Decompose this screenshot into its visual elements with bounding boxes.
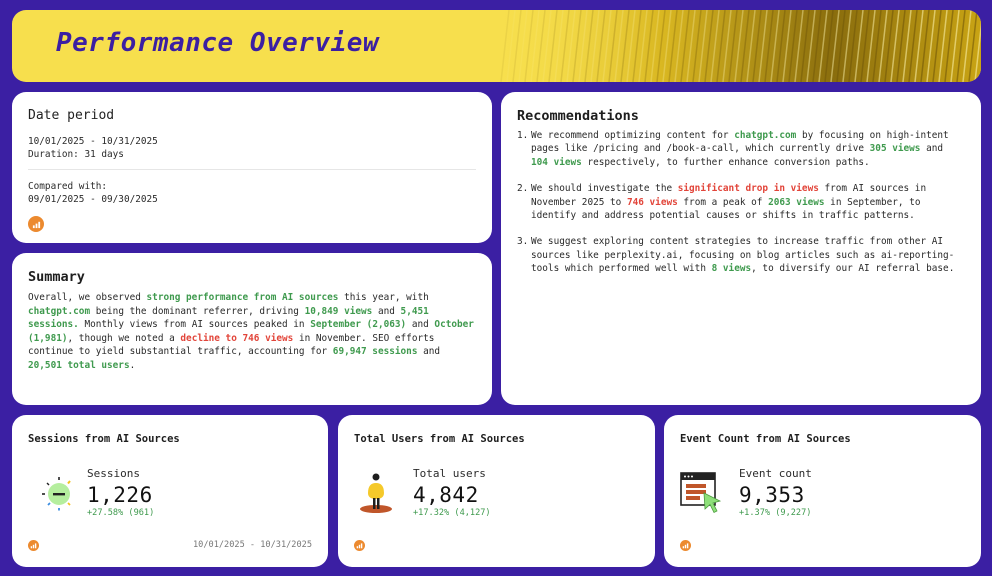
text: by focusing on high-intent pages like /pricing and /book-a-call, which currently drive [531,130,949,155]
item-number: 3. [517,236,529,248]
highlight: September (2,063) [310,319,407,330]
metric-date-range: 10/01/2025 - 10/31/2025 [193,540,312,550]
text: from AI sources in November 2025 to [531,183,927,208]
summary-text [28,291,476,372]
highlight: chatgpt.com [28,305,91,317]
text: We recommend optimizing content for [531,130,735,141]
compared-label: Compared with: [28,181,108,192]
date-period-title: Date period [28,108,115,123]
highlight: 10,849 views [304,305,373,317]
highlight: 2063 views [768,196,825,208]
text: and [417,346,441,357]
text: from a peak of [677,196,769,208]
recommendation-item [517,129,965,169]
sessions-card [12,415,328,567]
summary-card [12,253,492,405]
text: We should investigate the [531,183,678,195]
highlight: 104 views [531,156,582,168]
users-card [338,415,655,567]
highlight: October (1,981) [28,319,474,344]
text: , though we noted a [67,332,181,344]
text: being the dominant referrer, driving [90,305,305,317]
metric-change: +17.32% (4,127) [413,508,491,518]
metric-value: 1,226 [87,483,153,507]
events-title: Event Count from AI Sources [680,433,851,445]
highlight-negative: significant drop in views [677,183,819,195]
text: . [129,359,136,371]
highlight: 5,451 sessions. [28,305,429,330]
events-metric [739,467,812,518]
page-title: Performance Overview [56,28,380,58]
recommendations-title: Recommendations [517,108,639,124]
item-number: 2. [517,183,529,195]
users-title: Total Users from AI Sources [354,433,525,445]
recommendations-card [501,92,981,405]
text: in September, to identify and address potential causes or shifts in traffic patterns. [531,196,921,222]
item-number: 1. [517,130,529,141]
banner-decoration [491,10,981,82]
item-text [531,182,965,222]
item-text [531,129,965,169]
highlight-negative: decline to 746 views [180,332,294,344]
text: and [920,143,944,155]
recommendation-item [517,235,965,275]
person-icon [358,471,394,515]
highlight: strong performance from AI sources [146,292,339,303]
date-duration: Duration: 31 days [28,149,124,160]
metric-label: Total users [413,467,486,480]
text: in November. SEO efforts continue to yield substantial traffic, accounting for [28,332,435,357]
analytics-icon [28,540,39,551]
metric-change: +27.58% (961) [87,508,155,518]
text: and [406,319,435,330]
header-banner [12,10,981,82]
events-card [664,415,981,567]
divider [28,169,476,170]
item-text [531,235,965,275]
analytics-icon [680,540,691,551]
text: We suggest exploring content strategies to increase traffic from other AI sources like perplexity.ai, focusing on blog articles such as ai-reporting-tools which performed well with [531,236,955,275]
metric-label: Event count [739,467,812,480]
metric-value: 4,842 [413,483,479,507]
highlight: 20,501 total users [28,359,130,371]
summary-title: Summary [28,269,85,285]
browser-click-icon [680,471,724,515]
highlight: 305 views [869,143,921,155]
highlight: 8 views [711,263,752,275]
text: , to diversify our AI referral base. [751,263,955,275]
text: this year, with [338,292,429,303]
text: Overall, we observed [28,292,147,303]
sessions-metric [87,467,154,518]
text: and [372,305,401,317]
highlight: 69,947 sessions [332,346,418,357]
highlight-negative: 746 views [626,196,678,208]
metric-label: Sessions [87,467,140,480]
text: respectively, to further enhance conversion paths. [581,156,870,168]
recommendations-list [517,129,965,276]
highlight: chatgpt.com [734,130,797,141]
analytics-icon [354,540,365,551]
text: Monthly views from AI sources peaked in [78,319,311,330]
analytics-icon [28,216,44,232]
date-period-card [12,92,492,243]
compared-range: 09/01/2025 - 09/30/2025 [28,194,158,205]
users-metric [413,467,491,518]
sessions-title: Sessions from AI Sources [28,433,180,445]
metric-value: 9,353 [739,483,805,507]
recommendation-item [517,182,965,222]
sun-clock-icon [38,473,78,513]
date-range: 10/01/2025 - 10/31/2025 [28,136,158,147]
metric-change: +1.37% (9,227) [739,508,812,518]
